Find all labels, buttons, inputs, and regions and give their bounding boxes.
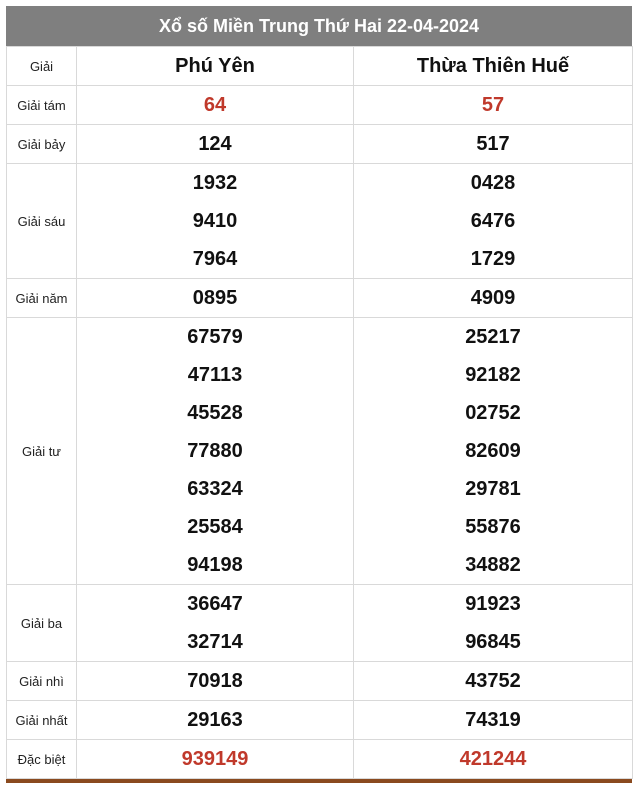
province-1-cell [77,125,354,164]
result-number: 124 [198,133,232,155]
table-header-row [7,47,633,86]
result-number: 32714 [187,631,243,653]
prize-label: Giải tư [7,318,77,585]
prize-label: Giải tám [7,86,77,125]
result-number: 0895 [192,287,238,309]
result-number: 4909 [470,287,516,309]
result-number: 92182 [465,364,521,386]
result-number: 939149 [181,748,249,770]
result-number: 77880 [187,440,243,462]
province-1-header: Phú Yên [77,47,354,86]
table-row [7,662,633,701]
province-1-cell [77,164,354,279]
table-row [7,740,633,779]
result-number: 55876 [465,516,521,538]
result-number: 9410 [192,210,238,232]
province-2-cell [354,125,633,164]
province-1-cell [77,318,354,585]
prize-label: Giải nhì [7,662,77,701]
province-1-cell [77,86,354,125]
province-2-cell [354,662,633,701]
result-number: 1932 [192,172,238,194]
province-2-cell [354,585,633,662]
province-1-cell [77,662,354,701]
result-number: 29781 [465,478,521,500]
province-2-cell [354,318,633,585]
results-container [6,6,632,783]
prize-label: Giải sáu [7,164,77,279]
result-number: 63324 [187,478,243,500]
result-number: 96845 [465,631,521,653]
province-1-cell [77,585,354,662]
result-number: 91923 [465,593,521,615]
table-row [7,86,633,125]
result-number: 02752 [465,402,521,424]
table-row [7,585,633,662]
prize-column-header: Giải [7,47,77,86]
result-number: 74319 [465,709,521,731]
result-number: 25584 [187,516,243,538]
result-number: 25217 [465,326,521,348]
table-row [7,125,633,164]
result-number: 43752 [465,670,521,692]
page-title: Xổ số Miền Trung Thứ Hai 22-04-2024 [6,6,632,46]
result-number: 517 [476,133,510,155]
result-number: 64 [203,94,227,116]
province-2-cell [354,164,633,279]
table-row [7,164,633,279]
result-number: 94198 [187,554,243,576]
result-number: 0428 [470,172,516,194]
province-1-cell [77,279,354,318]
table-row [7,279,633,318]
prize-label: Giải năm [7,279,77,318]
result-number: 421244 [459,748,527,770]
result-number: 70918 [187,670,243,692]
result-number: 67579 [187,326,243,348]
result-number: 29163 [187,709,243,731]
table-row [7,318,633,585]
result-number: 36647 [187,593,243,615]
province-2-header: Thừa Thiên Huế [354,47,633,86]
result-number: 7964 [192,248,238,270]
province-1-cell [77,740,354,779]
province-2-cell [354,740,633,779]
result-number: 47113 [187,364,243,386]
table-row [7,701,633,740]
result-number: 82609 [465,440,521,462]
province-1-cell [77,701,354,740]
province-2-cell [354,86,633,125]
prize-label: Giải ba [7,585,77,662]
result-number: 45528 [187,402,243,424]
results-table [6,46,633,779]
result-number: 6476 [470,210,516,232]
prize-label: Giải nhất [7,701,77,740]
result-number: 34882 [465,554,521,576]
prize-label: Giải bảy [7,125,77,164]
prize-label: Đặc biệt [7,740,77,779]
province-2-cell [354,279,633,318]
result-number: 1729 [470,248,516,270]
province-2-cell [354,701,633,740]
result-number: 57 [481,94,505,116]
bottom-bar [6,779,632,783]
